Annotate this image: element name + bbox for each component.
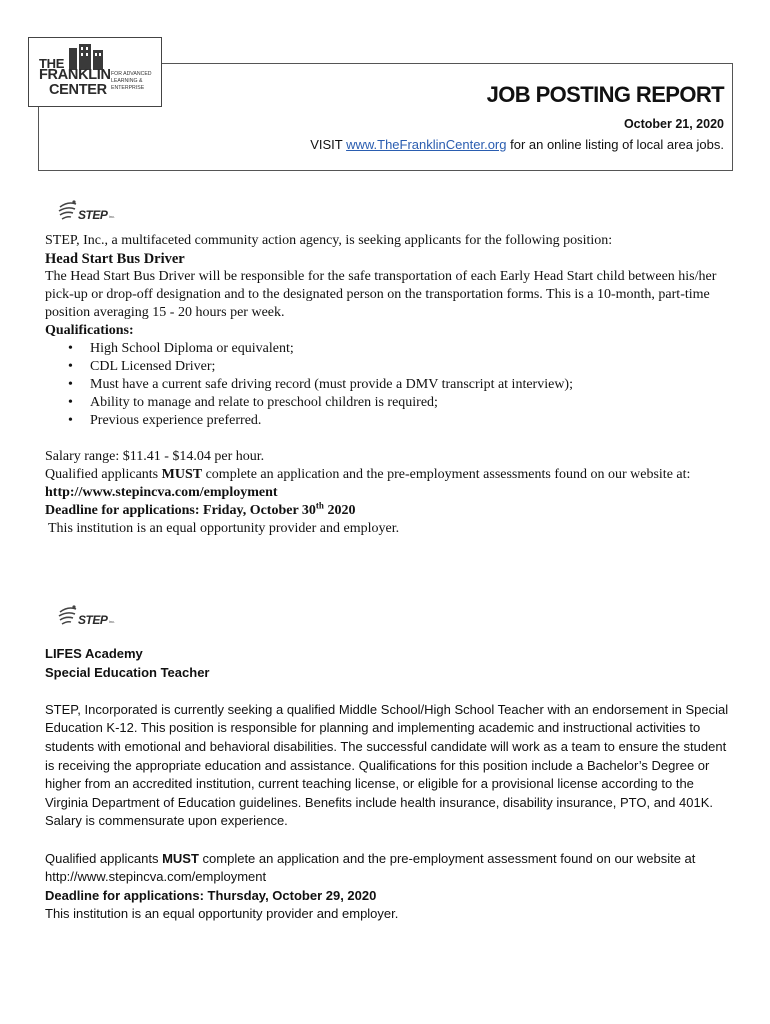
apply-instructions: Qualified applicants MUST complete an application and the pre-employment assessments found on our website at: <box>45 467 691 482</box>
logo-line-center: CENTER <box>49 82 107 98</box>
job-description: STEP, Incorporated is currently seeking a qualified Middle School/High School Teacher with an endorsement in Special Education K-12. This position is responsible for planning and implementing academic and instructional activities to students with emotional and behavioral disabilities. The successful candidate will work as a team to ensure the student is receiving the appropriate education and assistance. Qualifications for this position include a Bachelor’s Degree or higher from an accredited institution, current teaching license, or eligible for a provisional license according to the Virginia Department of Education guidelines. Benefits include health insurance, disability insurance, PTO, and 401K. Salary is commensurate upon experience. <box>45 701 729 829</box>
step-logo: STEP inc. <box>56 604 126 634</box>
step-logo: STEP inc. <box>56 199 126 229</box>
application-deadline: Deadline for applications: Thursday, October 29, 2020 <box>45 887 377 903</box>
apply-instructions: Qualified applicants MUST complete an application and the pre-employment assessment found on our website at http://www.stepincva.com/employment <box>45 850 696 885</box>
report-date: October 21, 2020 <box>623 117 724 131</box>
application-deadline: Deadline for applications: Friday, October 30th 2020 <box>45 500 356 518</box>
logo-line-franklin: FRANKLIN <box>39 67 111 83</box>
list-item: • CDL Licensed Driver; <box>45 358 735 376</box>
logo-tagline: FOR ADVANCED LEARNING & ENTERPRISE <box>111 71 152 91</box>
qualifications-heading: Qualifications: <box>45 323 134 338</box>
list-item: • Must have a current safe driving record (must provide a DMV transcript at interview); <box>45 376 735 394</box>
qualifications-list <box>45 340 735 430</box>
header-border-left <box>38 107 39 171</box>
job-posting-special-ed-teacher <box>45 645 735 924</box>
visit-line: VISIT www.TheFranklinCenter.org for an online listing of local area jobs. <box>310 137 724 152</box>
eeo-statement: This institution is an equal opportunity provider and employer. <box>45 906 399 922</box>
posting-intro: STEP, Inc., a multifaceted community action agency, is seeking applicants for the following position: <box>45 233 613 248</box>
org-name: LIFES Academy <box>45 646 143 661</box>
job-description: The Head Start Bus Driver will be responsible for the safe transportation of each Early Head Start child between his/her pick-up or drop-off designation and to the designated person on the transportation forms. This is a 10-month, part-time position averaging 15 - 20 hours per week. <box>45 269 717 320</box>
employment-url[interactable]: http://www.stepincva.com/employment <box>45 485 278 500</box>
job-posting-bus-driver <box>45 232 735 538</box>
eeo-statement: This institution is an equal opportunity provider and employer. <box>48 521 400 536</box>
list-item: • Previous experience preferred. <box>45 412 735 430</box>
list-item: • High School Diploma or equivalent; <box>45 340 735 358</box>
job-title: Special Education Teacher <box>45 664 210 680</box>
page-title: JOB POSTING REPORT <box>486 82 724 107</box>
logo-line-the: THE <box>39 56 65 71</box>
header-border-right <box>732 63 733 171</box>
header-border-top <box>162 63 733 64</box>
header-border-bottom <box>38 170 733 171</box>
franklin-center-logo <box>28 37 162 107</box>
franklin-center-link[interactable]: www.TheFranklinCenter.org <box>346 137 507 152</box>
salary-range: Salary range: $11.41 - $14.04 per hour. <box>45 449 265 464</box>
job-title: Head Start Bus Driver <box>45 251 185 267</box>
list-item: • Ability to manage and relate to preschool children is required; <box>45 394 735 412</box>
